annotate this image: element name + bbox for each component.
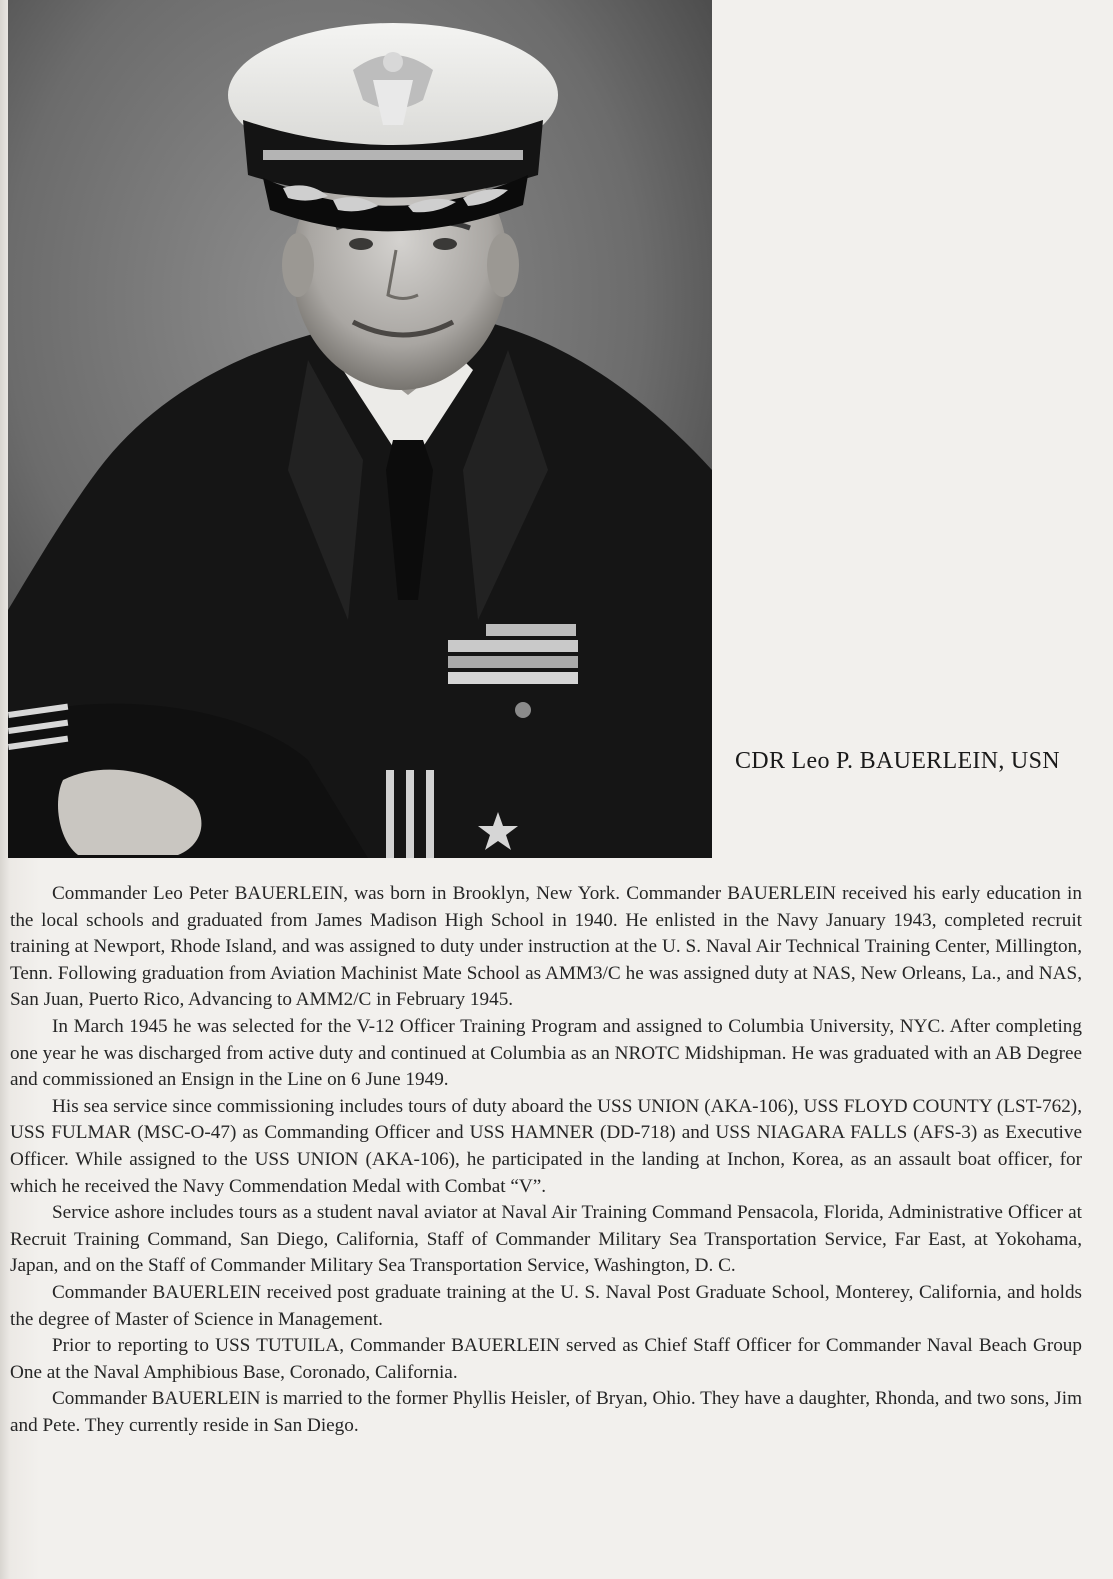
officer-portrait-photo [8,0,712,858]
bio-paragraph: Service ashore includes tours as a student naval aviator at Naval Air Training Command Pensacola, Florida, Administrative Officer at Recruit Training Command, San Diego, California, Staff of Commander Military Sea Transportation Service, Far East, at Yokohama, Japan, and on the Staff of Commander Military Sea Transportation Service, Washington, D. C. [10,1202,1082,1277]
biography-text [10,881,1082,1439]
bio-paragraph: His sea service since commissioning includes tours of duty aboard the USS UNION (AKA-106), USS FLOYD COUNTY (LST-762), USS FULMAR (MSC-O-47) as Commanding Officer and USS HAMNER (DD-718) and USS NIAGARA FALLS (AFS-3) as Executive Officer. While assigned to the USS UNION (AKA-106), he participated in the landing at Inchon, Korea, as an assault boat officer, for which he received the Navy Commendation Medal with Combat “V”. [10,1095,1082,1197]
bio-paragraph: Commander Leo Peter BAUERLEIN, was born in Brooklyn, New York. Commander BAUERLEIN received his early education in the local schools and graduated from James Madison High School in 1940. He enlisted in the Navy January 1943, completed recruit training at Newport, Rhode Island, and was assigned to duty under instruction at the U. S. Naval Air Technical Training Center, Millington, Tenn. Following graduation from Aviation Machinist Mate School as AMM3/C he was assigned duty at NAS, New Orleans, La., and NAS, San Juan, Puerto Rico, Advancing to AMM2/C in February 1945. [10,883,1082,1011]
bio-paragraph: Commander BAUERLEIN is married to the former Phyllis Heisler, of Bryan, Ohio. They have a daughter, Rhonda, and two sons, Jim and Pete. They currently reside in San Diego. [10,1388,1082,1436]
bio-paragraph: Prior to reporting to USS TUTUILA, Commander BAUERLEIN served as Chief Staff Officer for Commander Naval Beach Group One at the Naval Amphibious Base, Coronado, California. [10,1335,1082,1383]
bio-paragraph: Commander BAUERLEIN received post graduate training at the U. S. Naval Post Graduate School, Monterey, California, and holds the degree of Master of Science in Management. [10,1281,1082,1330]
portrait-illustration [8,0,712,858]
bio-paragraph: In March 1945 he was selected for the V-12 Officer Training Program and assigned to Columbia University, NYC. After completing one year he was discharged from active duty and continued at Columbia as an NROTC Midshipman. He was graduated with an AB Degree and commissioned an Ensign in the Line on 6 June 1949. [10,1015,1082,1091]
portrait-caption: CDR Leo P. BAUERLEIN, USN [735,748,1060,774]
